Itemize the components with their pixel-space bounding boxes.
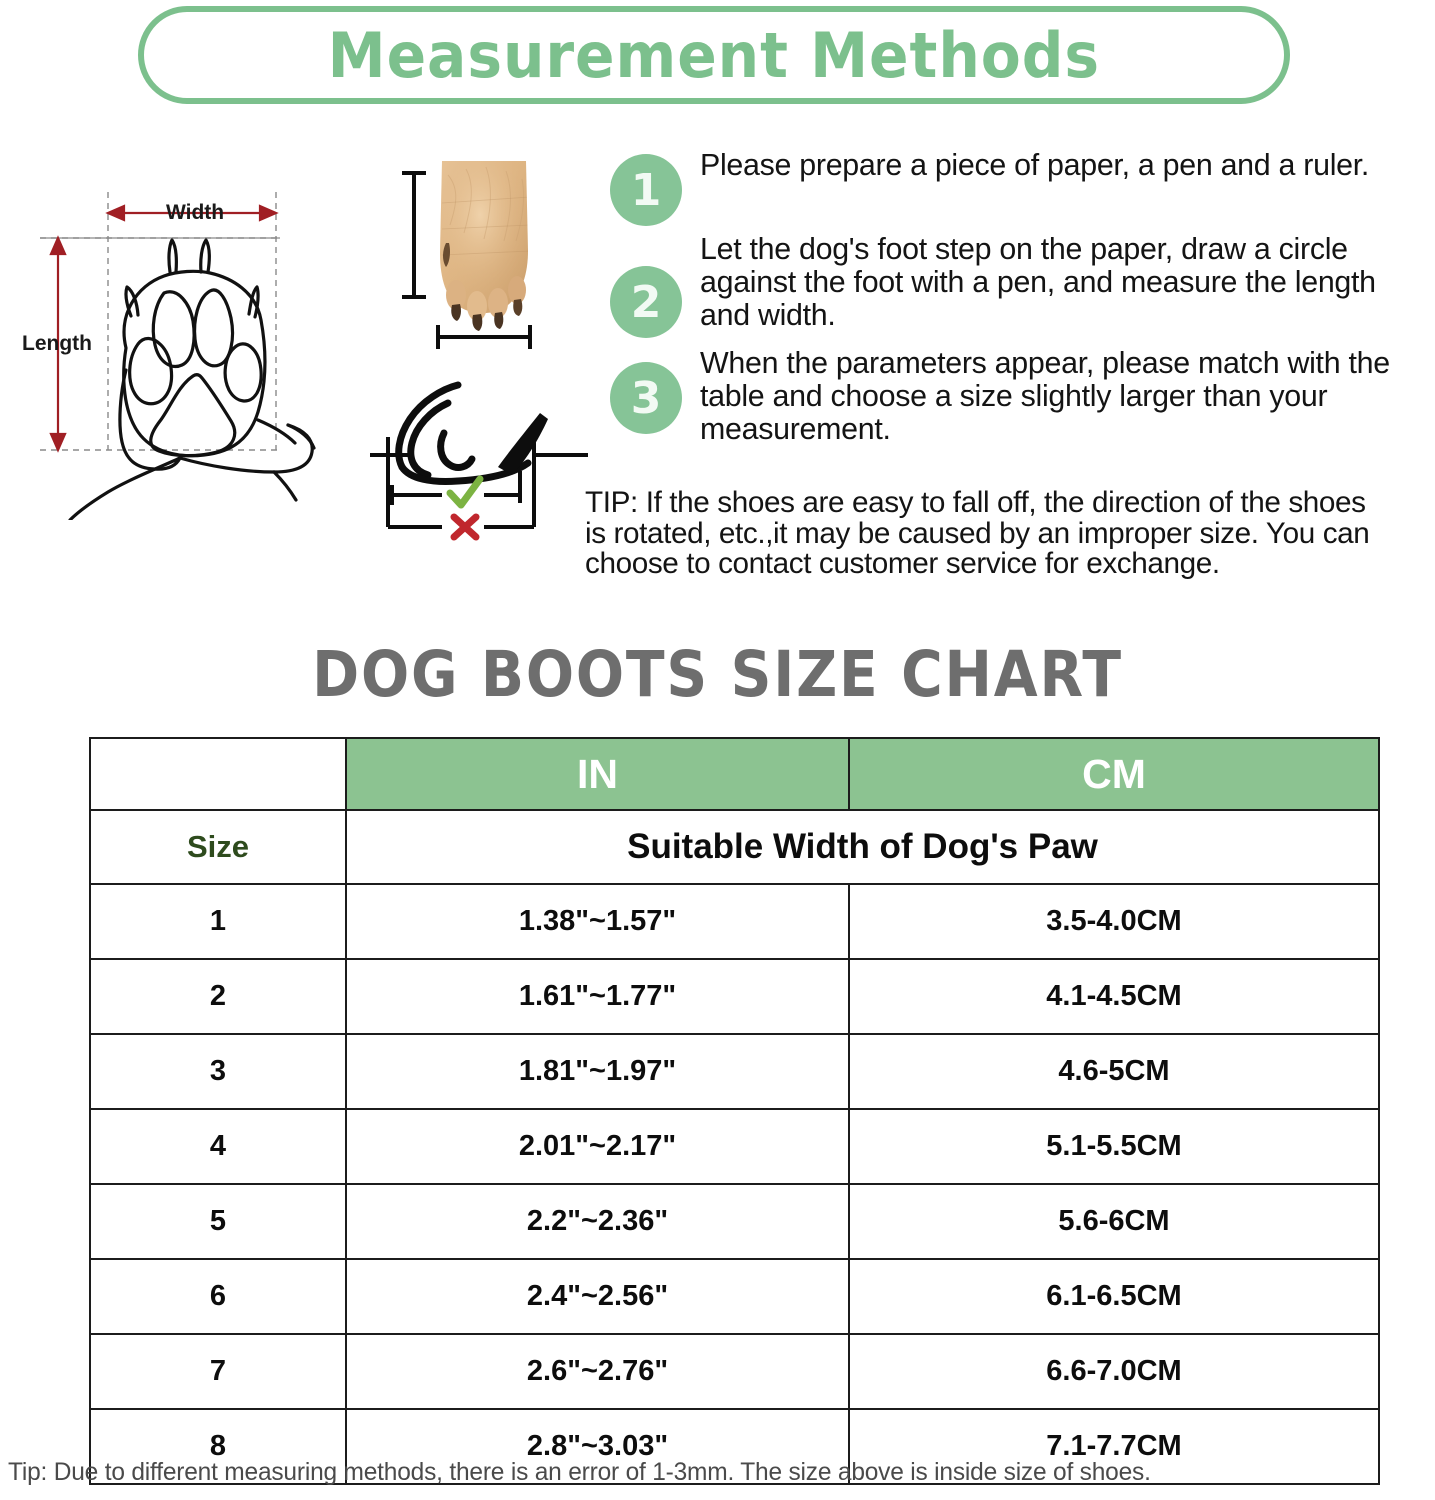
header-cm-cell: CM (849, 738, 1379, 810)
table-row (90, 1034, 1379, 1109)
header-blank-cell (90, 738, 346, 810)
header-subject-cell: Suitable Width of Dog's Paw (346, 810, 1379, 884)
cell-size: 5 (90, 1184, 346, 1259)
length-label: Length (22, 332, 92, 355)
table-header-row-units (90, 738, 1379, 810)
header-in-cell: IN (346, 738, 849, 810)
cell-in: 1.81"~1.97" (346, 1034, 849, 1109)
cell-cm: 5.1-5.5CM (849, 1109, 1379, 1184)
cell-cm: 5.6-6CM (849, 1184, 1379, 1259)
step-number-badge: 2 (610, 266, 682, 338)
cell-cm: 6.1-6.5CM (849, 1259, 1379, 1334)
cell-cm: 7.1-7.7CM (849, 1409, 1379, 1484)
step-number-badge: 3 (610, 362, 682, 434)
cell-cm: 3.5-4.0CM (849, 884, 1379, 959)
size-chart-title: DOG BOOTS SIZE CHART (312, 638, 1123, 711)
cell-size: 1 (90, 884, 346, 959)
cell-in: 2.6"~2.76" (346, 1334, 849, 1409)
header-size-cell: Size (90, 810, 346, 884)
cell-in: 1.38"~1.57" (346, 884, 849, 959)
cell-size: 2 (90, 959, 346, 1034)
paw-outline-diagram (18, 180, 348, 525)
step-item (610, 148, 1410, 226)
tip-note-top: TIP: If the shoes are easy to fall off, the direction of the shoes is rotated, etc.,it may be caused by an improper size. You can choose to contact customer service for exchange. (585, 486, 1370, 581)
table-row (90, 1259, 1379, 1334)
cell-size: 4 (90, 1109, 346, 1184)
cell-size: 7 (90, 1334, 346, 1409)
cell-size: 3 (90, 1034, 346, 1109)
cross-icon (454, 517, 476, 537)
page-title: Measurement Methods (327, 18, 1101, 92)
table-row (90, 884, 1379, 959)
table-row (90, 959, 1379, 1034)
table-body (90, 884, 1379, 1484)
step-item (610, 346, 1410, 445)
instruction-steps (610, 148, 1410, 449)
cell-in: 2.2"~2.36" (346, 1184, 849, 1259)
cell-in: 2.8"~3.03" (346, 1409, 849, 1484)
cell-size: 6 (90, 1259, 346, 1334)
cell-in: 1.61"~1.77" (346, 959, 849, 1034)
dog-boots-size-table (89, 737, 1380, 1485)
side-view-svg (362, 375, 612, 550)
width-label: Width (166, 201, 225, 224)
table-header-row-subjects (90, 810, 1379, 884)
table-row (90, 1334, 1379, 1409)
step-number-badge: 1 (610, 154, 682, 226)
table-row (90, 1109, 1379, 1184)
step-text: Please prepare a piece of paper, a pen and a ruler. (700, 147, 1370, 182)
cell-in: 2.4"~2.56" (346, 1259, 849, 1334)
page-title-banner (138, 6, 1290, 104)
step-text: Let the dog's foot step on the paper, draw a circle against the foot with a pen, and measure the length and width. (700, 231, 1376, 333)
cell-cm: 6.6-7.0CM (849, 1334, 1379, 1409)
cell-in: 2.01"~2.17" (346, 1109, 849, 1184)
paw-photo-diagram (390, 155, 575, 355)
step-item (610, 232, 1410, 338)
cell-cm: 4.6-5CM (849, 1034, 1379, 1109)
measurement-diagrams (0, 120, 600, 620)
tip-note-bottom: Tip: Due to different measuring methods, there is an error of 1-3mm. The size above is inside size of shoes. (8, 1458, 1151, 1486)
step-text: When the parameters appear, please match with the table and choose a size slightly larger than your measurement. (700, 345, 1390, 447)
cell-cm: 4.1-4.5CM (849, 959, 1379, 1034)
table-row (90, 1184, 1379, 1259)
cell-size: 8 (90, 1409, 346, 1484)
paw-photo-svg (390, 155, 575, 350)
side-view-diagram (362, 375, 612, 555)
